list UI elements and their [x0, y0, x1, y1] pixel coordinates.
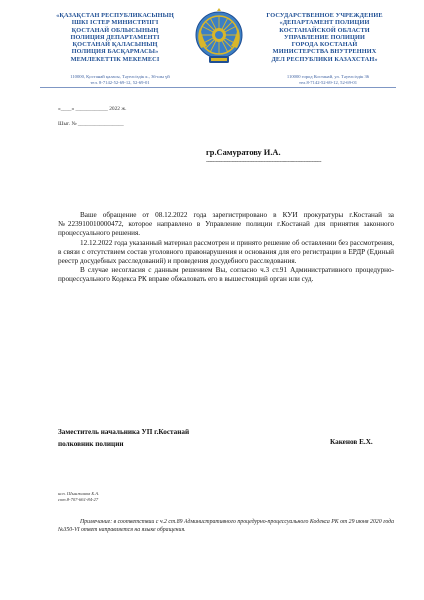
- letter-body: [58, 211, 394, 285]
- recipient-name: гр.Самуратову И.А.: [206, 148, 281, 157]
- body-paragraph: Ваше обращение от 08.12.2022 года зарегистрировано в КУИ прокуратуры г.Костанай за №223910010000472, которое направлено в Управление полиции г.Костанай для принятия законного процессуального решения.: [58, 211, 394, 238]
- address-left-line: тел. 8-7142-52-69-12, 52-69-01: [90, 80, 150, 85]
- recipient-address-line: ------------------------------------------------------------------------: [206, 159, 322, 165]
- executor-phone: сот.8-707-661-84-27: [58, 497, 99, 503]
- executor-info: [58, 491, 99, 504]
- header-left-line: ІШКІ ІСТЕР МИНИСТРЛІГІ: [71, 19, 159, 27]
- header-left-line: ҚОСТАНАЙ ОБЛЫСЫНЫҢ: [71, 26, 159, 34]
- header-right-line: ГОРОДА КОСТАНАЙ: [291, 41, 358, 49]
- signatory-name: Какенов Е.Х.: [330, 438, 373, 446]
- header-left-line: ПОЛИЦИЯ БАСҚАРМАСЫ»: [71, 48, 159, 56]
- address-right-line: 110000 город Костанай, ул. Тәуелсіздік 36: [286, 74, 370, 79]
- footnote-remark: Примечание: в соответствии с ч.2 ст.89 Административного процедурно-процессуального Кодекса РК от 29 июня 2020 года №350-VI ответ направляется на языке обращения.: [58, 519, 394, 533]
- address-right: [258, 74, 398, 86]
- body-paragraph: 12.12.2022 года указанный материал рассмотрен и принято решение об оставлении без рассмотрения, в связи с отсутствием состав уголовного правонарушения и основания для его регистрации в ЕРДР (Единый реестр досудебных расследований) и проведения досудебного расследования.: [58, 238, 394, 266]
- header-left-kazakh: [40, 12, 190, 63]
- header-right-line: УПРАВЛЕНИЕ ПОЛИЦИИ: [283, 33, 366, 41]
- signatory-position: Заместитель начальника УП г.Костанай: [58, 428, 190, 436]
- header-right-line: «ДЕПАРТАМЕНТ ПОЛИЦИИ: [279, 19, 370, 27]
- outgoing-number: Шыг. № _________________: [58, 121, 124, 127]
- executor-name: исп. Шынжанов Б.А.: [58, 491, 100, 496]
- header-divider: [40, 87, 396, 88]
- header-right-line: КОСТАНАЙСКОЙ ОБЛАСТИ: [279, 26, 370, 34]
- header-right-line: ДЕЛ РЕСПУБЛИКИ КАЗАХСТАН»: [271, 55, 378, 63]
- header-left-line: ҚОСТАНАЙ ҚАЛАСЫНЫҢ: [72, 41, 158, 49]
- header-right-line: ГОСУДАРСТВЕННОЕ УЧРЕЖДЕНИЕ: [266, 12, 383, 19]
- header-left-line: «ҚАЗАҚСТАН РЕСПУБЛИКАСЫНЫҢ: [56, 12, 174, 19]
- header-right-line: МИНИСТЕРСТВА ВНУТРЕННИХ: [272, 48, 377, 56]
- address-left: [50, 74, 190, 86]
- header-left-line: ПОЛИЦИЯ ДЕПАРТАМЕНТІ: [70, 33, 160, 41]
- signatory-title: [58, 426, 189, 450]
- address-right-line: тел.8-7142-52-69-12, 52-69-01: [298, 80, 357, 85]
- state-emblem-icon: [193, 8, 245, 72]
- address-left-line: 110000, Қостанай қаласы, Тәуелсіздік к., 36-шы үй: [70, 74, 170, 79]
- outgoing-date: «____» ____________ 2022 ж.: [58, 106, 127, 112]
- body-paragraph: В случае несогласия с данным решением Вы, согласно ч.3 ст.91 Административного процедурно-процессуального Кодекса РК вправе обжаловать его в вышестоящий орган или суд.: [58, 266, 394, 284]
- header-right-russian: [252, 12, 397, 63]
- signatory-rank: полковник полиции: [58, 440, 124, 448]
- header-left-line: МЕМЛЕКЕТТІК МЕКЕМЕСІ: [70, 55, 160, 63]
